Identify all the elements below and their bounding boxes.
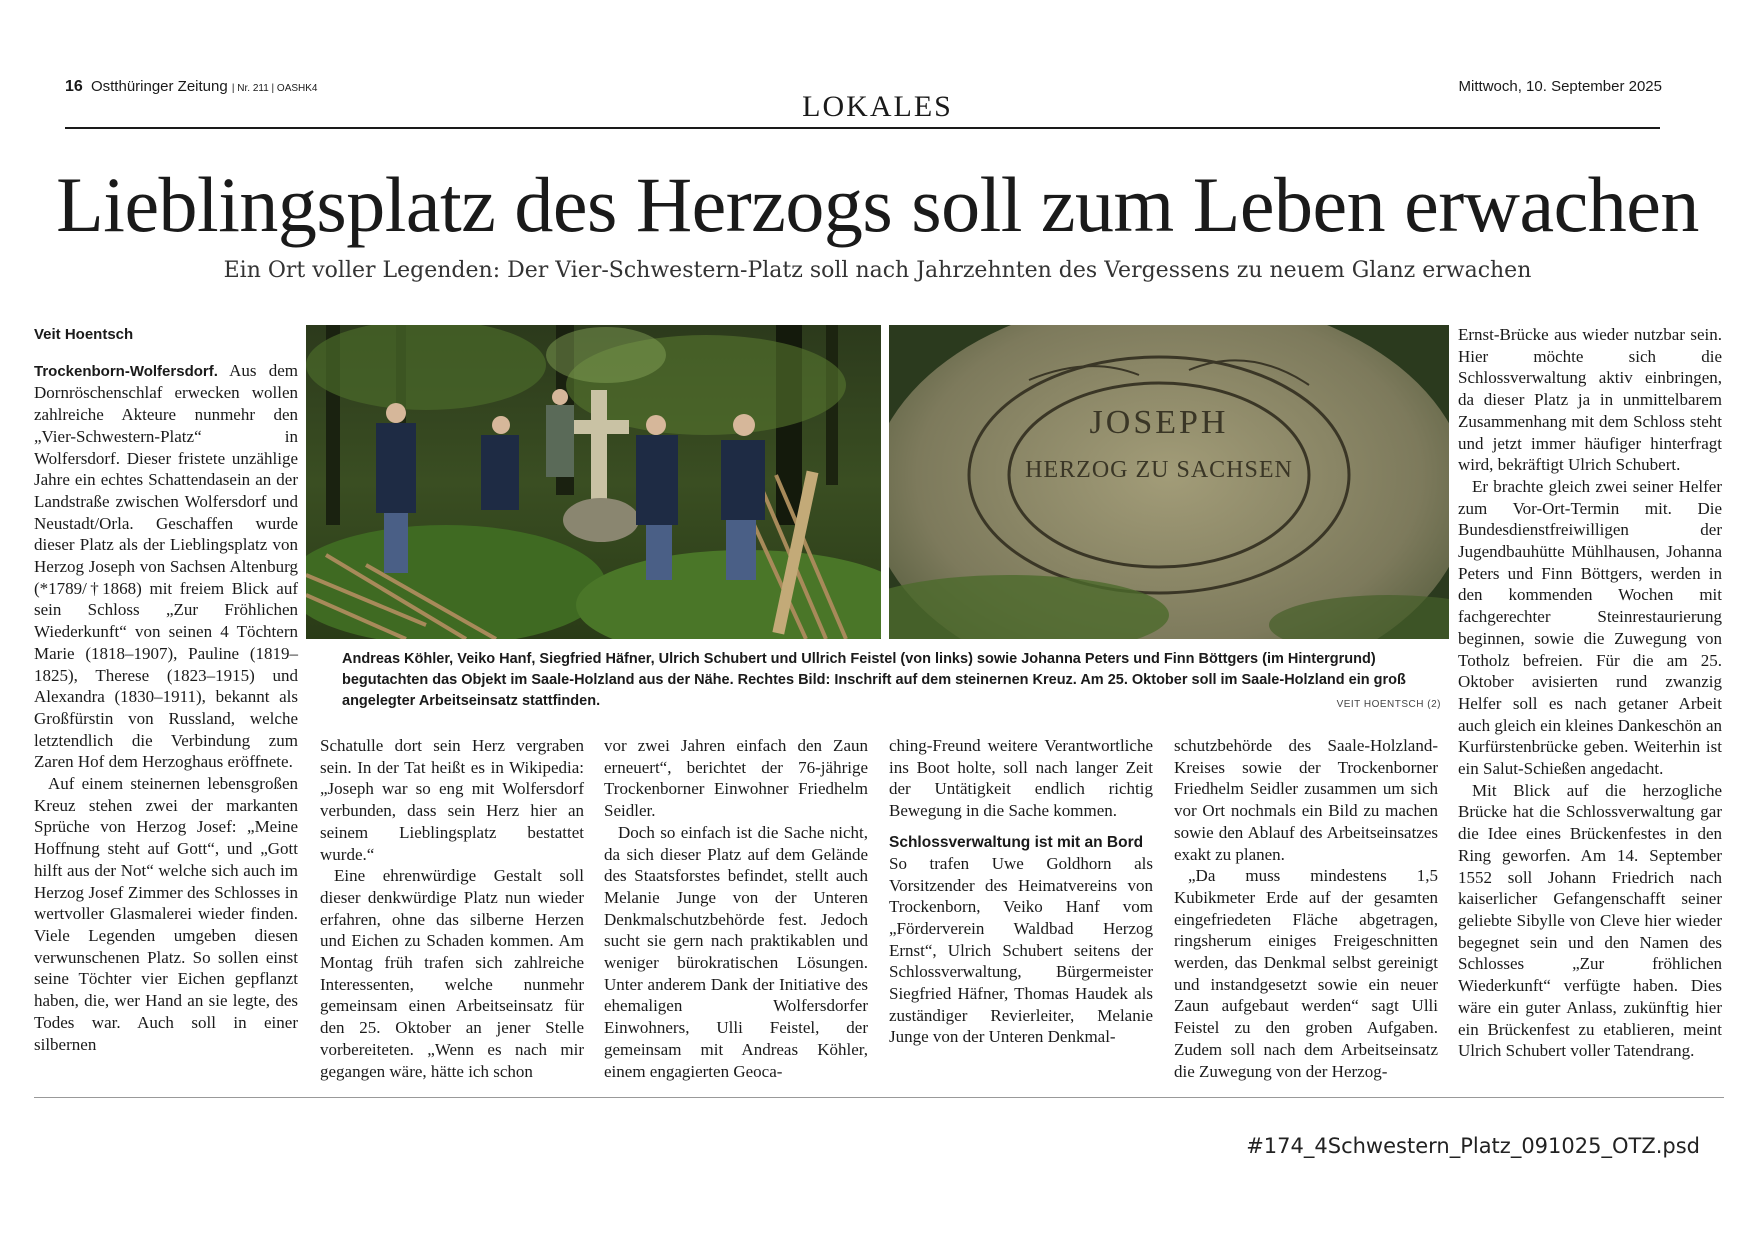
forest-photo-illustration bbox=[306, 325, 881, 639]
issue-info: | Nr. 211 | OASHK4 bbox=[231, 83, 318, 94]
photo-stone-inscription bbox=[889, 325, 1449, 639]
column-4 bbox=[889, 735, 1153, 1048]
issue-date: Mittwoch, 10. September 2025 bbox=[1458, 78, 1662, 95]
col4-paragraph-2: So trafen Uwe Goldhorn als Vorsitzender des Heimatvereins von Trockenborn, Veiko Hanf vom „Förderverein Waldbad Herzog Ernst“, Ulrich Schubert seitens der Schlossverwaltung, Bürgermeister Siegfried Häfner, Thomas Haudek als zuständiger Revierleiter, Melanie Junge von der Unteren Denkmal- bbox=[889, 853, 1153, 1047]
footer-rule bbox=[34, 1097, 1724, 1098]
col3-paragraph-1: vor zwei Jahren einfach den Zaun erneuert“, berichtet der 76-jährige Trockenborner Einwohner Friedhelm Seidler. bbox=[604, 736, 868, 821]
column-5 bbox=[1174, 735, 1438, 1082]
column-2 bbox=[320, 735, 584, 1082]
stone-line-2: HERZOG ZU SACHSEN bbox=[1025, 457, 1293, 483]
paper-name: Ostthüringer Zeitung bbox=[90, 78, 228, 95]
dateline: Trockenborn-Wolfersdorf. bbox=[34, 362, 218, 380]
col2-paragraph-2: Eine ehrenwürdige Gestalt soll dieser denkwürdige Platz nun wieder erfahren, ohne das silberne Herzen und Eichen zu Schaden kommen. Am Montag früh trafen sich zahlreiche Interessenten, welche nunmehr gemeinsam einen Arbeitseinsatz für den 25. Oktober an jener Stelle vorbereiteten. „Wenn es nach mir gegangen wäre, hätte ich schon bbox=[320, 866, 584, 1081]
column-6 bbox=[1458, 324, 1722, 1062]
stone-line-1: JOSEPH bbox=[1089, 404, 1229, 441]
col6-paragraph-2: Er brachte gleich zwei seiner Helfer zum Vor-Ort-Termin mit. Die Bundesdienstfreiwilligen der Jugendbauhütte Mühlhausen, Johanna Peters und Finn Böttgers, werden in den kommenden Wochen mit fachgerechter Steinrestaurierung beginnen, sowie die Zuwegung von Totholz befreien. Für die am 25. Oktober avisierten rund zwanzig Helfer soll es nach getaner Arbeit auch gleich ein kleines Dankeschön an Kurfürstenbrücke geben. Weiterhin ist ein Salut-Schießen angedacht. bbox=[1458, 476, 1722, 779]
subheadline: Ein Ort voller Legenden: Der Vier-Schwestern-Platz soll nach Jahrzehnten des Vergessens zu neuem Glanz erwachen bbox=[223, 258, 1532, 283]
photo-credit: VEIT HOENTSCH (2) bbox=[1336, 699, 1441, 710]
col6-paragraph-3: Mit Blick auf die herzogliche Brücke hat die Schlossverwaltung gar die Idee eines Brückenfestes in den Ring geworfen. Am 14. September 1552 soll Johann Friedrich nach kaiserlicher Gefangenschafft seiner geliebte Sibylle von Cleve hier wieder begegnet sein und den Namen des Schlosses „Zur fröhlichen Wiederkunft“ verfügte haben. Dies wäre ein guter Anlass, zukünftig hier ein Brückenfest zu etablieren, meint Ulrich Schubert voller Tatendrang. bbox=[1458, 780, 1722, 1061]
column-3 bbox=[604, 735, 868, 1082]
photo-caption: Andreas Köhler, Veiko Hanf, Siegfried Häfner, Ulrich Schubert und Ullrich Feistel (von links) sowie Johanna Peters und Finn Böttgers (im Hintergrund) begutachten das Objekt im Saale-Holzland aus der Nähe. Rechtes Bild: Inschrift auf dem steinernen Kreuz. Am 25. Oktober soll im Saale-Holzland ein groß angelegter Arbeitseinsatz stattfinden. bbox=[342, 651, 1406, 709]
col6-paragraph-1: Ernst-Brücke aus wieder nutzbar sein. Hier möchte sich die Schlossverwaltung aktiv einbringen, da dieser Platz ja in unmittelbarem Zusammenhang mit dem Schloss steht und jetzt immer häufiger hinterfragt wird, bekräftigt Ulrich Schubert. bbox=[1458, 325, 1722, 475]
author: Veit Hoentsch bbox=[34, 326, 134, 343]
col4-subheading: Schlossverwaltung ist mit an Bord bbox=[889, 833, 1144, 851]
file-name-label: #174_4Schwestern_Platz_091025_OTZ.psd bbox=[1246, 1134, 1700, 1158]
col5-paragraph-1: schutzbehörde des Saale-Holzland-Kreises sowie der Trockenborner Friedhelm Seidler zusammen um sich vor Ort nochmals ein Bild zu machen sowie den Ablauf des Arbeitseinsatzes exakt zu planen. bbox=[1174, 736, 1438, 864]
headline: Lieblingsplatz des Herzogs soll zum Leben erwachen bbox=[56, 161, 1699, 248]
col3-paragraph-2: Doch so einfach ist die Sache nicht, da sich dieser Platz auf dem Gelände des Staatsforstes befindet, stellt auch Melanie Junge von der Unteren Denkmalschutzbehörde fest. Jedoch sucht sie gern nach praktikablen und weniger bürokratischen Lösungen. Unter anderem Dank der Initiative des ehemaligen Wolfersdorfer Einwohners, Ulli Feistel, der gemeinsam mit Andreas Köhler, einem engagierten Geoca- bbox=[604, 822, 868, 1081]
col4-paragraph-1: ching-Freund weitere Verantwortliche ins Boot holte, soll nach langer Zeit der Untätigkeit endlich richtig Bewegung in die Sache kommen. bbox=[889, 736, 1153, 821]
header-rule bbox=[65, 127, 1660, 129]
col1-paragraph-1 bbox=[34, 360, 298, 773]
col2-paragraph-1: Schatulle dort sein Herz vergraben sein. In der Tat heißt es in Wikipedia: „Joseph war so eng mit Wolfersdorf verbunden, dass sein Herz hier an seinem Lieblingsplatz bestattet wurde.“ bbox=[320, 736, 584, 864]
page-number: 16 bbox=[65, 78, 83, 95]
section-title: LOKALES bbox=[802, 90, 953, 123]
stone-photo-illustration bbox=[889, 325, 1449, 639]
col5-paragraph-2: „Da muss mindestens 1,5 Kubikmeter Erde auf der gesamten eingefriedeten Fläche abgetragen, ringsherum einiges Freigeschnitten werden, das Denkmal selbst gereinigt und instandgesetzt sowie ein neuer Zaun aufgebaut werden“ sagt Ulli Feistel zu den groben Aufgaben. Zudem soll nach dem Arbeitseinsatz die Zuwegung von der Herzog- bbox=[1174, 866, 1438, 1081]
photo-group-forest bbox=[306, 325, 881, 639]
column-1 bbox=[34, 324, 298, 1055]
col1-text-1: Aus dem Dornröschenschlaf erwecken wollen zahlreiche Akteure nunmehr den „Vier-Schwestern-Platz“ in Wolfersdorf. Dieser fristete unzählige Jahre ein echtes Schattendasein an der Landstraße zwischen Wolfersdorf und Neustadt/Orla. Geschaffen wurde dieser Platz als der Lieblingsplatz von Herzog Joseph von Sachsen Altenburg (*1789/†1868) mit freiem Blick auf sein Schloss „Zur Fröhlichen Wiederkunft“ von seinen 4 Töchtern Marie (1818–1907), Pauline (1819–1825), Therese (1823–1915) und Alexandra (1830–1911), bekannt als Großfürstin von Russland, welche letztendlich die Verbindung zum Zaren Hof dem Herzoghaus eröffnete. bbox=[34, 360, 298, 772]
col1-paragraph-2: Auf einem steinernen lebensgroßen Kreuz stehen zwei der markanten Sprüche von Herzog Josef: „Meine Hoffnung steht auf Gott“, und „Gott hilft aus der Not“ welche sich auch im Herzog Josef Zimmer des Schlosses in wertvoller Glasmalerei wieder finden. Viele Legenden umgeben diesen verwunschenen Platz. So sollen einst seine Töchter vier Eichen gepflanzt haben, die, wer Hand an sie legte, des Todes war. Auch soll in einer silbernen bbox=[34, 774, 298, 1054]
